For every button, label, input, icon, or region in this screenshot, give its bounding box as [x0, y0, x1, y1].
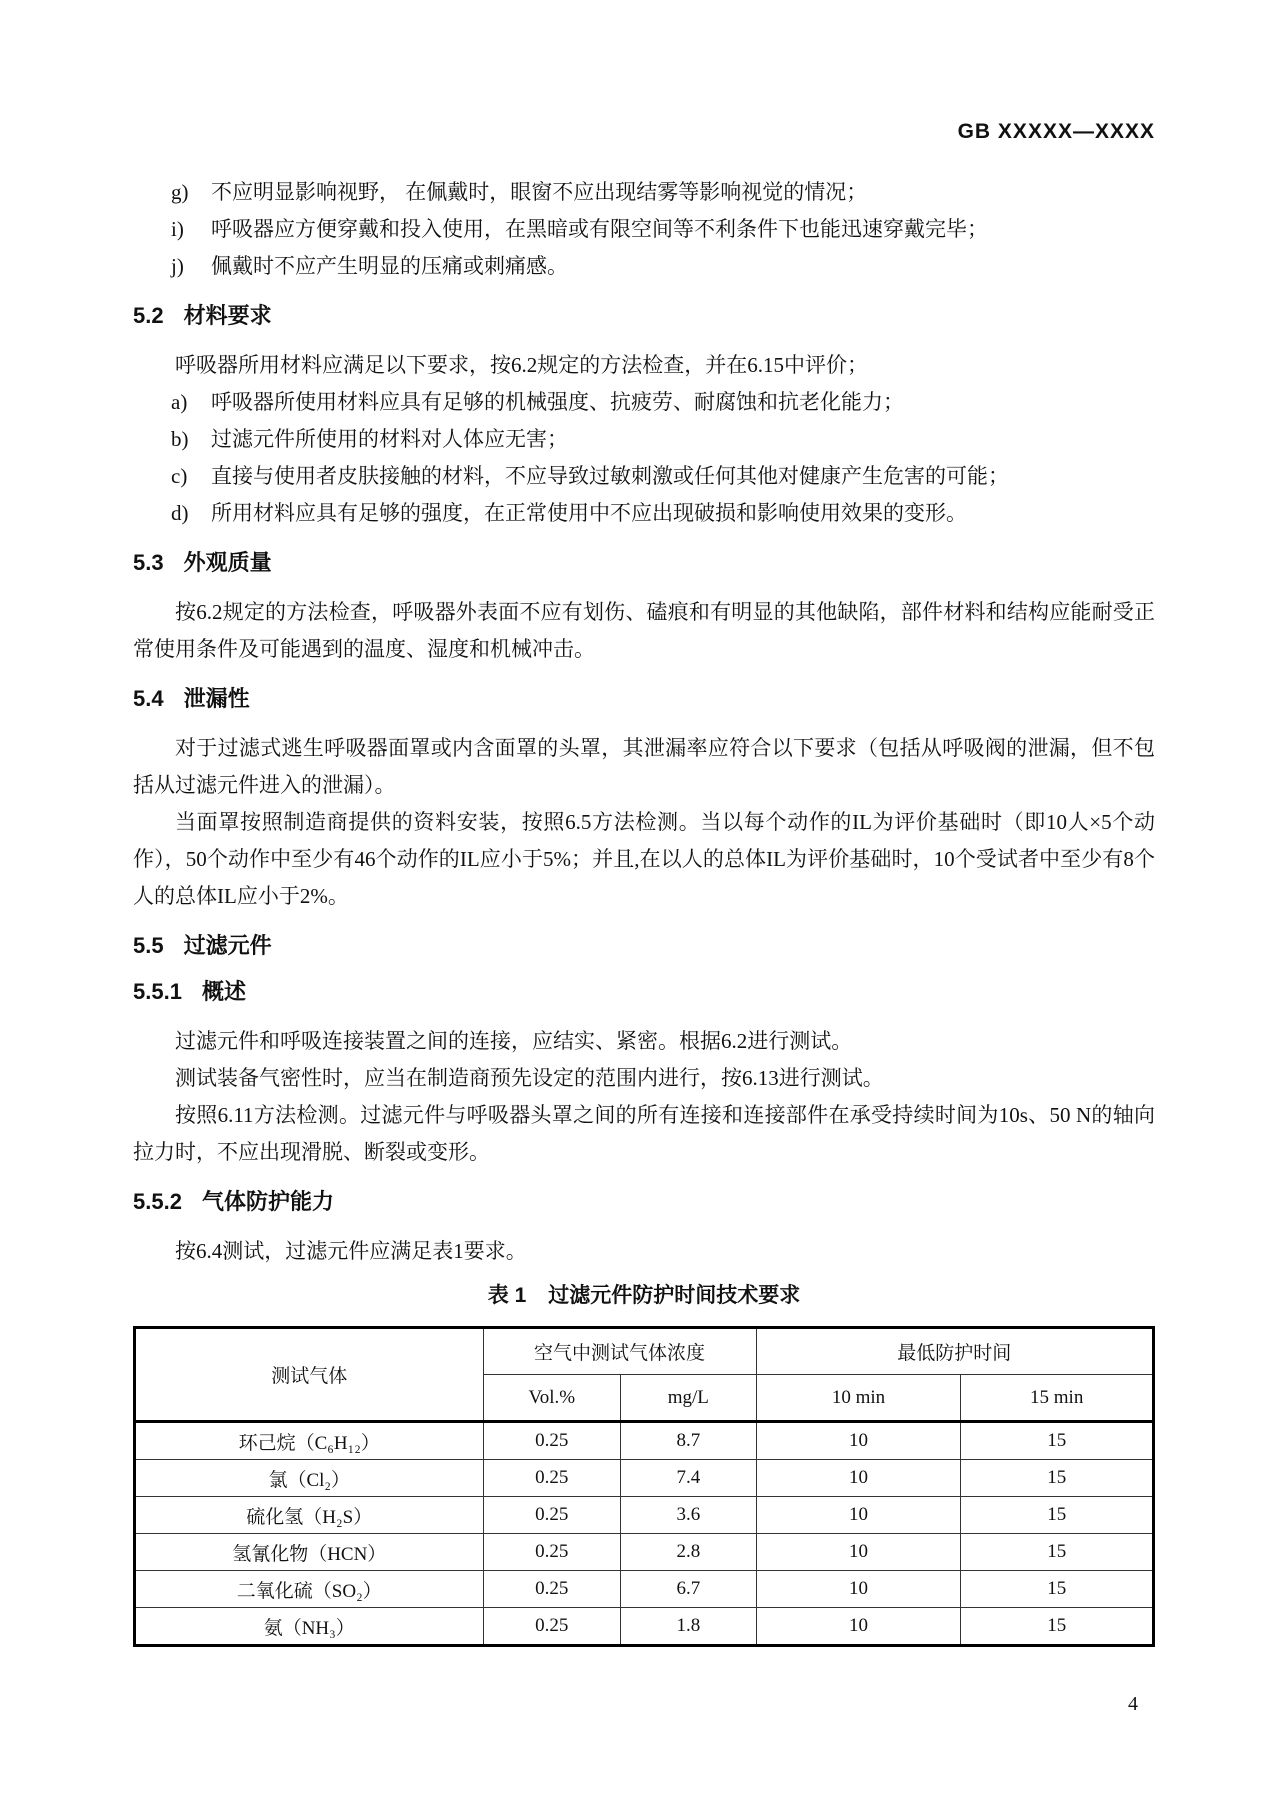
list-item — [133, 174, 1155, 211]
cell-mgl: 3.6 — [621, 1497, 757, 1534]
list-item-text: 过滤元件所使用的材料对人体应无害； — [211, 427, 568, 451]
section-title: 过滤元件 — [183, 933, 272, 958]
cell-10min: 10 — [756, 1608, 961, 1646]
list-item-text: 呼吸器应方便穿戴和投入使用，在黑暗或有限空间等不利条件下也能迅速穿戴完毕； — [211, 217, 988, 241]
cell-vol: 0.25 — [483, 1571, 621, 1608]
cell-mgl: 7.4 — [621, 1460, 757, 1497]
section-heading-5-4 — [133, 684, 1155, 714]
section-title: 外观质量 — [183, 550, 272, 575]
cell-15min: 15 — [961, 1608, 1154, 1646]
section-heading-5-5-1 — [133, 977, 1155, 1007]
cell-vol: 0.25 — [483, 1460, 621, 1497]
list-item-text: 佩戴时不应产生明显的压痛或刺痛感。 — [211, 254, 568, 278]
cell-vol: 0.25 — [483, 1422, 621, 1460]
section-5-3-paragraph: 按6.2规定的方法检查，呼吸器外表面不应有划伤、磕痕和有明显的其他缺陷，部件材料和结构应能耐受正常使用条件及可能遇到的温度、湿度和机械冲击。 — [133, 600, 1155, 661]
list-item-text: 直接与使用者皮肤接触的材料，不应导致过敏刺激或任何其他对健康产生危害的可能； — [211, 464, 1009, 488]
table-row — [135, 1422, 1154, 1460]
cell-gas-name: 硫化氢（H₂S） — [135, 1497, 484, 1534]
section-title: 材料要求 — [183, 303, 272, 328]
table-1-filter-protection-time — [133, 1326, 1155, 1647]
table-1-caption — [133, 1282, 1155, 1310]
section-number: 5.3 — [133, 550, 164, 575]
cell-15min: 15 — [961, 1497, 1154, 1534]
cell-gas-name: 二氧化硫（SO₂） — [135, 1571, 484, 1608]
cell-gas-name: 环己烷（C₆H₁₂） — [135, 1422, 484, 1460]
section-5-5-1-paragraph-2: 测试装备气密性时，应当在制造商预先设定的范围内进行，按6.13进行测试。 — [175, 1066, 884, 1090]
column-header-test-gas: 测试气体 — [135, 1328, 484, 1422]
table-row — [135, 1497, 1154, 1534]
cell-gas-name: 氨（NH₃） — [135, 1608, 484, 1646]
section-number: 5.5.2 — [133, 1189, 182, 1214]
list-item-label: a) — [171, 390, 188, 414]
cell-10min: 10 — [756, 1497, 961, 1534]
column-header-10-min: 10 min — [756, 1375, 961, 1422]
page-number: 4 — [1128, 1693, 1138, 1715]
list-item — [133, 458, 1155, 495]
column-header-15-min: 15 min — [961, 1375, 1154, 1422]
section-title: 泄漏性 — [183, 686, 250, 711]
section-5-2-intro: 呼吸器所用材料应满足以下要求，按6.2规定的方法检查，并在6.15中评价； — [175, 353, 868, 377]
cell-15min: 15 — [961, 1422, 1154, 1460]
section-number: 5.4 — [133, 686, 164, 711]
section-heading-5-3 — [133, 548, 1155, 578]
table-row — [135, 1571, 1154, 1608]
section-heading-5-5-2 — [133, 1187, 1155, 1217]
column-group-concentration: 空气中测试气体浓度 — [483, 1328, 756, 1375]
cell-vol: 0.25 — [483, 1534, 621, 1571]
cell-10min: 10 — [756, 1460, 961, 1497]
requirement-list-abcd — [133, 384, 1155, 532]
section-5-5-1-paragraph-3: 按照6.11方法检测。过滤元件与呼吸器头罩之间的所有连接和连接部件在承受持续时间为10s、50 N的轴向拉力时，不应出现滑脱、断裂或变形。 — [133, 1103, 1155, 1164]
column-header-vol-percent: Vol.% — [483, 1375, 621, 1422]
cell-15min: 15 — [961, 1571, 1154, 1608]
list-item — [133, 495, 1155, 532]
list-item-text: 不应明显影响视野， 在佩戴时，眼窗不应出现结雾等影响视觉的情况； — [211, 180, 868, 204]
cell-10min: 10 — [756, 1422, 961, 1460]
section-5-5-1-paragraph-1: 过滤元件和呼吸连接装置之间的连接，应结实、紧密。根据6.2进行测试。 — [175, 1029, 853, 1053]
requirement-list-gij — [133, 174, 1155, 285]
list-item — [133, 248, 1155, 285]
column-header-mg-per-l: mg/L — [621, 1375, 757, 1422]
list-item-label: b) — [171, 427, 189, 451]
table-header-row-1 — [135, 1328, 1154, 1375]
table-row — [135, 1608, 1154, 1646]
section-5-4-paragraph-1: 对于过滤式逃生呼吸器面罩或内含面罩的头罩，其泄漏率应符合以下要求（包括从呼吸阀的泄漏，但不包括从过滤元件进入的泄漏）。 — [133, 736, 1155, 797]
list-item-label: j) — [171, 254, 184, 278]
section-heading-5-5 — [133, 931, 1155, 961]
standard-code-header: GB XXXXX—XXXX — [957, 120, 1155, 143]
cell-10min: 10 — [756, 1534, 961, 1571]
cell-mgl: 1.8 — [621, 1608, 757, 1646]
cell-15min: 15 — [961, 1460, 1154, 1497]
cell-gas-name: 氢氰化物（HCN） — [135, 1534, 484, 1571]
section-heading-5-2 — [133, 301, 1155, 331]
table-row — [135, 1460, 1154, 1497]
list-item-text: 呼吸器所使用材料应具有足够的机械强度、抗疲劳、耐腐蚀和抗老化能力； — [211, 390, 904, 414]
section-title: 概述 — [201, 979, 246, 1004]
cell-15min: 15 — [961, 1534, 1154, 1571]
list-item-label: d) — [171, 501, 189, 525]
section-5-5-2-paragraph: 按6.4测试，过滤元件应满足表1要求。 — [175, 1239, 527, 1263]
section-number: 5.2 — [133, 303, 164, 328]
list-item-text: 所用材料应具有足够的强度，在正常使用中不应出现破损和影响使用效果的变形。 — [211, 501, 967, 525]
list-item — [133, 421, 1155, 458]
cell-vol: 0.25 — [483, 1608, 621, 1646]
cell-10min: 10 — [756, 1571, 961, 1608]
cell-mgl: 2.8 — [621, 1534, 757, 1571]
column-group-min-protection-time: 最低防护时间 — [756, 1328, 1153, 1375]
list-item — [133, 384, 1155, 421]
section-5-4-paragraph-2: 当面罩按照制造商提供的资料安装，按照6.5方法检测。当以每个动作的IL为评价基础时（即10人×5个动作），50个动作中至少有46个动作的IL应小于5%；并且,在以人的总体IL为评价基础时，10个受试者中至少有8个人的总体IL应小于2%。 — [133, 810, 1155, 908]
table-caption-title: 过滤元件防护时间技术要求 — [548, 1284, 801, 1307]
section-title: 气体防护能力 — [201, 1189, 334, 1214]
table-row — [135, 1534, 1154, 1571]
table-caption-number: 表 1 — [487, 1284, 527, 1307]
cell-mgl: 6.7 — [621, 1571, 757, 1608]
cell-vol: 0.25 — [483, 1497, 621, 1534]
cell-gas-name: 氯（Cl₂） — [135, 1460, 484, 1497]
cell-mgl: 8.7 — [621, 1422, 757, 1460]
section-number: 5.5 — [133, 933, 164, 958]
list-item-label: i) — [171, 217, 184, 241]
list-item-label: g) — [171, 180, 189, 204]
section-number: 5.5.1 — [133, 979, 182, 1004]
list-item — [133, 211, 1155, 248]
list-item-label: c) — [171, 464, 188, 488]
